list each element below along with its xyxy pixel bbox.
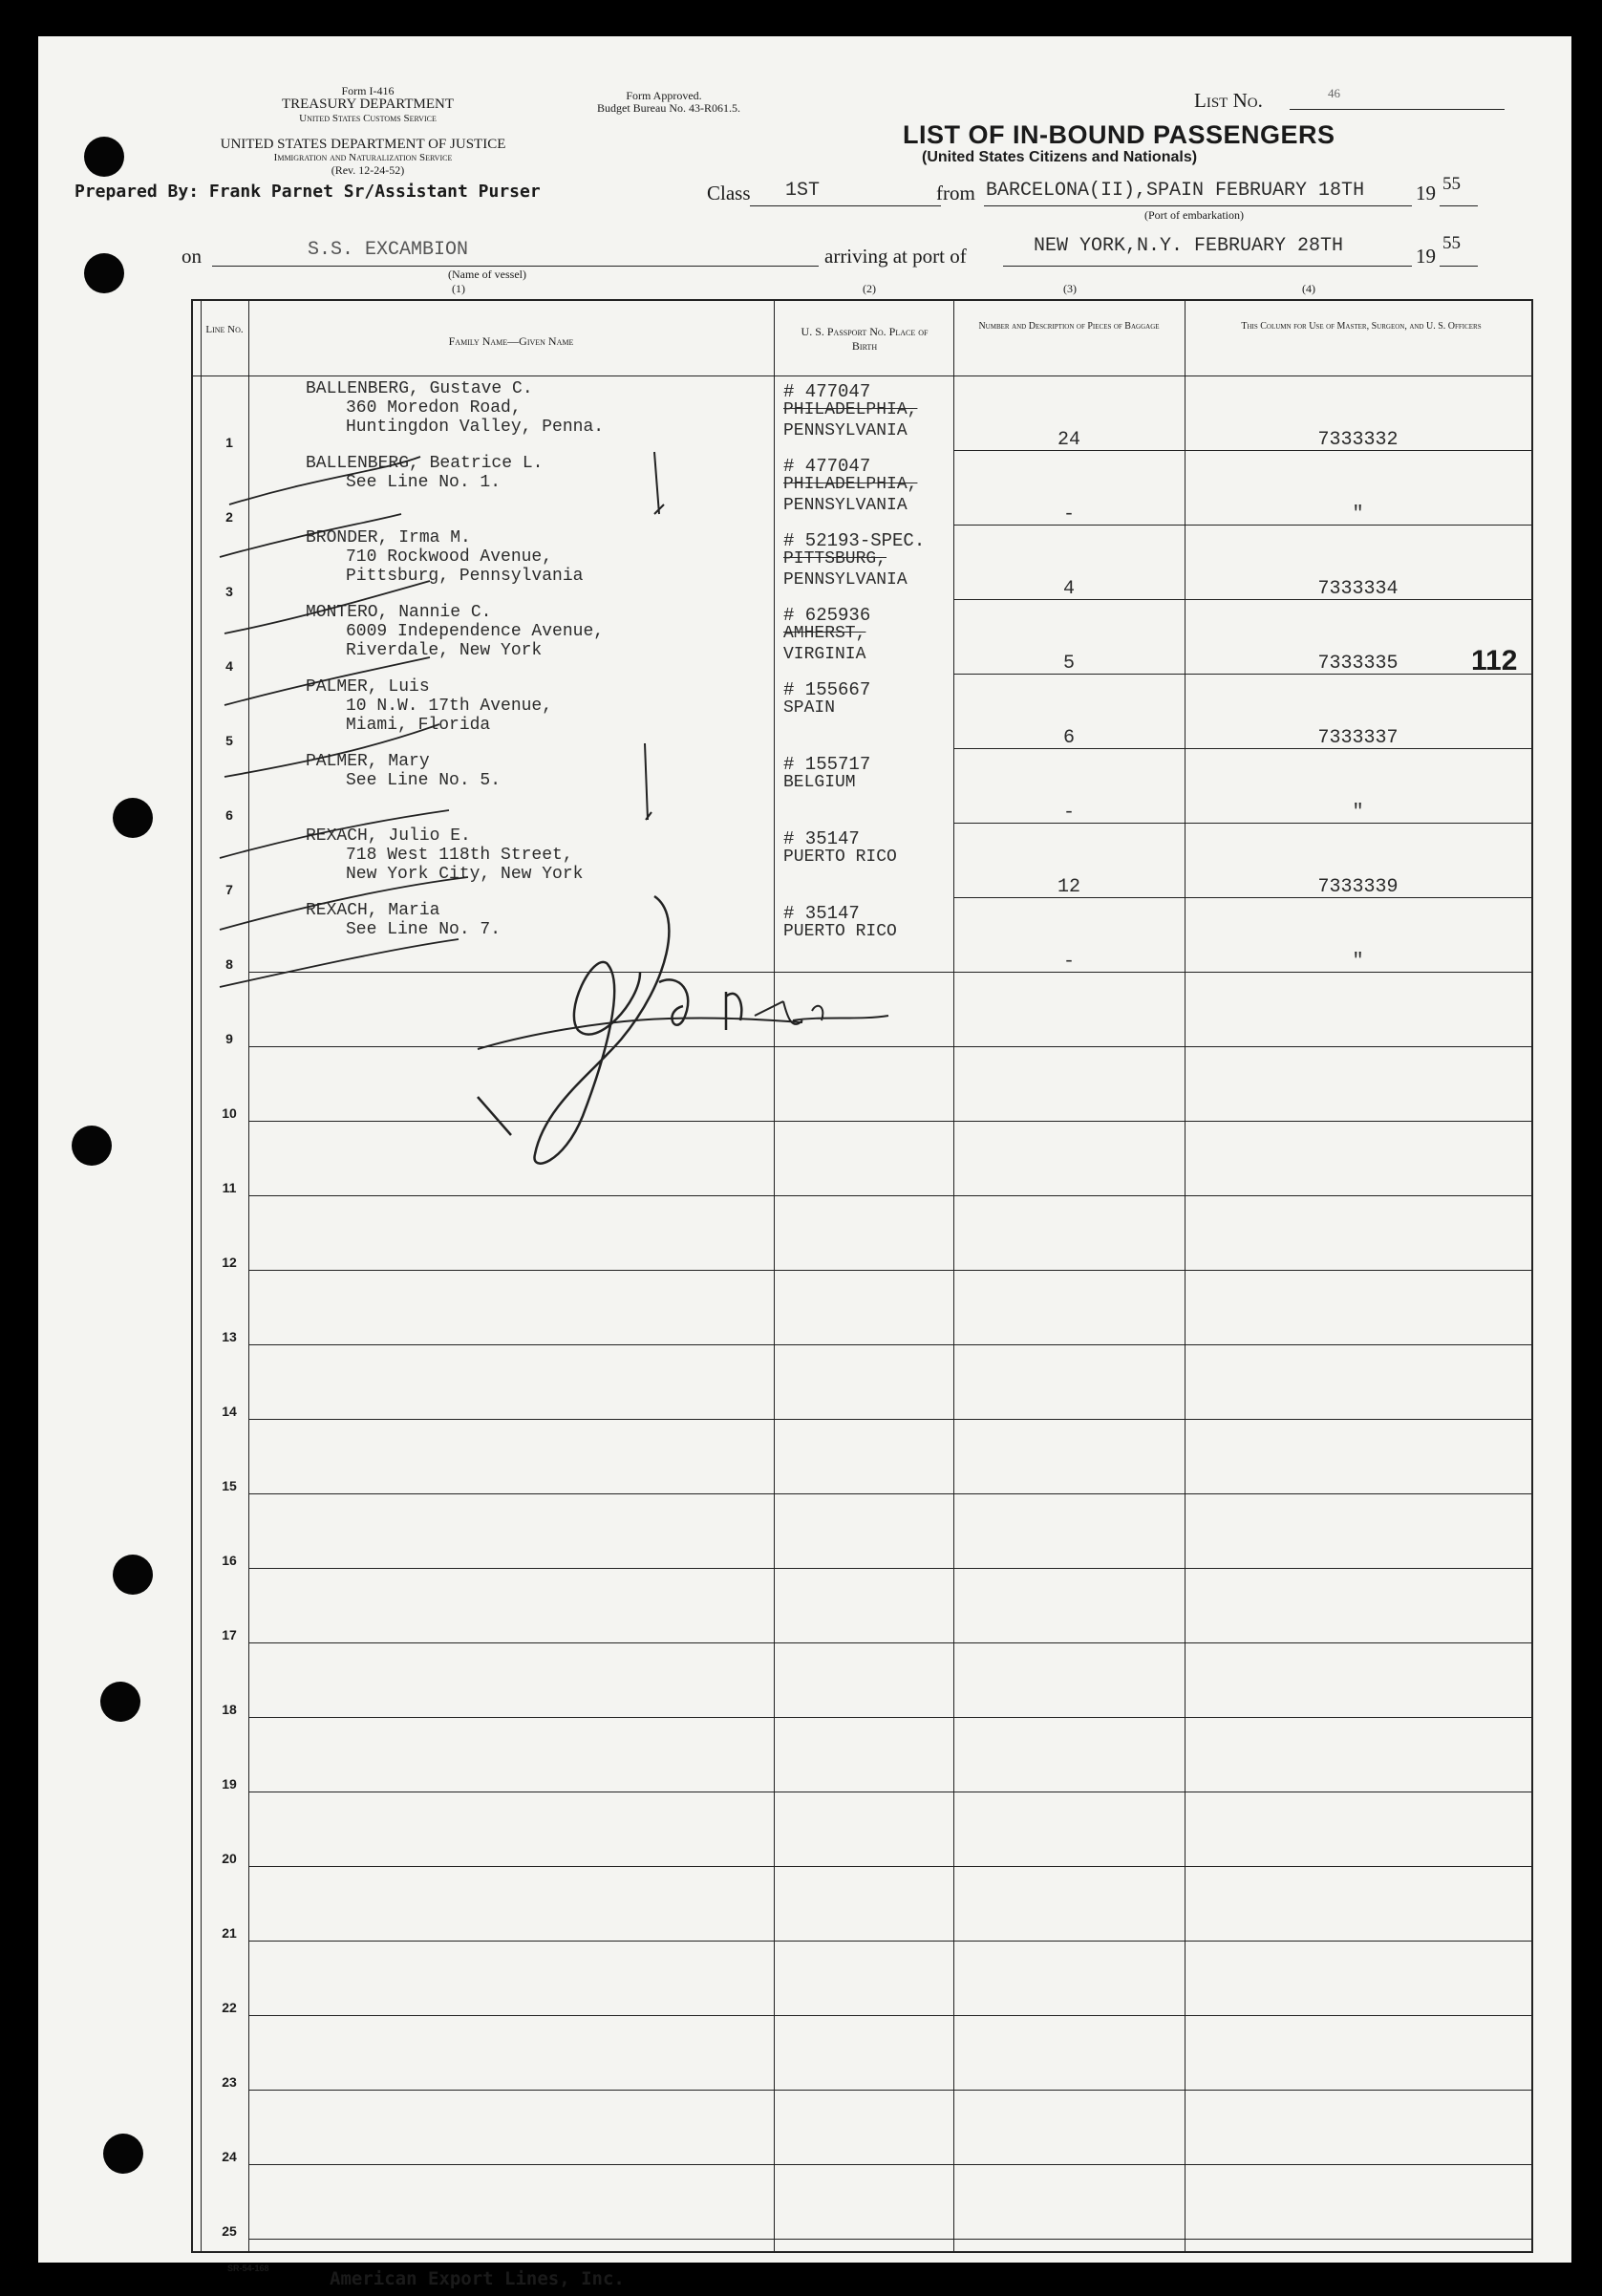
passport-number: # 477047: [783, 381, 871, 402]
treasury-department: TREASURY DEPARTMENT: [281, 97, 455, 112]
passenger-name: REXACH, Julio E.: [306, 826, 471, 846]
form-subtitle: (United States Citizens and Nationals): [922, 149, 1198, 165]
justice-department: UNITED STATES DEPARTMENT OF JUSTICE: [220, 137, 506, 152]
vessel-name: S.S. EXCAMBION: [308, 239, 469, 261]
struck-birthplace: AMHERST,: [783, 624, 866, 643]
passenger-address-line1: 10 N.W. 17th Avenue,: [346, 697, 553, 716]
row-rule: [248, 2239, 1531, 2240]
line-number: 17: [222, 1627, 237, 1642]
place-of-birth: SPAIN: [783, 698, 836, 718]
passenger-address-line1: See Line No. 5.: [346, 771, 502, 790]
line-number: 9: [225, 1031, 233, 1046]
col-header-passport: U. S. Passport No. Place of Birth: [801, 325, 929, 353]
officer-entry: ": [1352, 951, 1364, 973]
baggage-count: -: [1062, 951, 1075, 973]
year-1: 55: [1442, 174, 1461, 194]
col-header-officers: This Column for Use of Master, Surgeon, and U. S. Officers: [1241, 321, 1482, 332]
line-number: 2: [225, 509, 233, 525]
line-number: 19: [222, 1776, 237, 1792]
embarkation-port: BARCELONA(II),SPAIN FEBRUARY 18TH: [986, 180, 1365, 202]
line-number: 11: [222, 1180, 237, 1195]
officer-entry: 7333334: [1317, 578, 1399, 600]
officer-entry: 7333339: [1317, 876, 1399, 898]
line-number: 22: [222, 2000, 237, 2015]
punch-hole: [72, 1126, 112, 1166]
on-label: on: [182, 245, 202, 268]
row-rule: [248, 1568, 1531, 1569]
punch-hole: [84, 137, 124, 177]
passport-number: # 35147: [783, 828, 860, 849]
passenger-name: MONTERO, Nannie C.: [306, 603, 492, 622]
passenger-name: BRONDER, Irma M.: [306, 528, 471, 547]
row-rule: [248, 2164, 1531, 2165]
officer-entry: 7333332: [1317, 429, 1399, 451]
punch-hole: [113, 798, 153, 838]
passenger-address-line1: 360 Moredon Road,: [346, 398, 522, 418]
line-number: 18: [222, 1702, 237, 1717]
passenger-address-line2: Miami, Florida: [346, 716, 491, 735]
passenger-name: PALMER, Luis: [306, 677, 430, 697]
row-rule: [248, 1493, 1531, 1494]
line-number: 23: [222, 2074, 237, 2090]
passenger-address-line2: Pittsburg, Pennsylvania: [346, 567, 584, 586]
punch-hole: [113, 1555, 153, 1595]
row-rule: [248, 1866, 1531, 1867]
list-no-label: List No.: [1194, 89, 1263, 112]
line-number: 5: [225, 733, 233, 748]
form-code: SR-54-168: [227, 2264, 269, 2273]
list-no-value: 46: [1328, 86, 1340, 100]
arrival-port: NEW YORK,N.Y. FEBRUARY 28TH: [1034, 235, 1344, 257]
officer-entry: 7333335: [1317, 653, 1399, 675]
place-of-birth: PENNSYLVANIA: [783, 496, 908, 515]
customs-service: United States Customs Service: [299, 113, 437, 124]
form-approved: Form Approved.: [626, 89, 702, 102]
check-marks: [210, 399, 745, 1011]
place-of-birth: VIRGINIA: [783, 645, 866, 664]
baggage-count: -: [1062, 504, 1075, 526]
row-rule: [248, 2090, 1531, 2091]
vessel-caption: (Name of vessel): [448, 268, 526, 281]
passenger-address-line1: 710 Rockwood Avenue,: [346, 547, 553, 567]
passenger-address-line1: See Line No. 7.: [346, 920, 502, 939]
row-rule: [248, 2015, 1531, 2016]
col-header-baggage: Number and Description of Pieces of Baggage: [978, 321, 1160, 332]
col-num-2: (2): [863, 282, 876, 295]
place-of-birth: PENNSYLVANIA: [783, 570, 908, 590]
company-stamp: American Export Lines, Inc.: [330, 2268, 625, 2289]
baggage-count: -: [1062, 802, 1075, 824]
col-num-1: (1): [452, 282, 465, 295]
struck-birthplace: PHILADELPHIA,: [783, 400, 918, 419]
passport-number: # 52193-SPEC.: [783, 530, 926, 551]
place-of-birth: PUERTO RICO: [783, 922, 897, 941]
revision-date: (Rev. 12-24-52): [331, 163, 405, 177]
ins-caption: Immigration and Naturalization Service: [273, 152, 453, 163]
passenger-address-line2: Riverdale, New York: [346, 641, 543, 660]
form-title: LIST OF IN-BOUND PASSENGERS: [903, 120, 1335, 149]
passenger-name: PALMER, Mary: [306, 752, 430, 771]
row-rule: [248, 1195, 1531, 1196]
from-label: from: [936, 182, 975, 204]
year-2: 55: [1442, 233, 1461, 253]
punch-hole: [103, 2134, 143, 2174]
line-number: 4: [225, 658, 233, 674]
baggage-count: 4: [1062, 578, 1075, 600]
line-number: 15: [222, 1478, 237, 1493]
passenger-address-line2: Huntingdon Valley, Penna.: [346, 418, 605, 437]
baggage-count: 12: [1057, 876, 1080, 898]
line-number: 3: [225, 584, 233, 599]
passenger-address-line1: 718 West 118th Street,: [346, 846, 573, 865]
row-rule: [248, 1419, 1531, 1420]
col-header-line-no: Line No.: [205, 324, 244, 335]
passenger-name: BALLENBERG, Beatrice L.: [306, 454, 544, 473]
passport-number: # 477047: [783, 456, 871, 477]
struck-birthplace: PITTSBURG,: [783, 549, 887, 569]
baggage-count: 6: [1062, 727, 1075, 749]
officer-entry: ": [1352, 802, 1364, 824]
passenger-address-line1: See Line No. 1.: [346, 473, 502, 492]
baggage-count: 5: [1062, 653, 1075, 675]
punch-hole: [100, 1682, 140, 1722]
passenger-address-line2: New York City, New York: [346, 865, 584, 884]
col-num-3: (3): [1063, 282, 1077, 295]
struck-birthplace: PHILADELPHIA,: [783, 475, 918, 494]
line-number: 12: [222, 1255, 237, 1270]
line-number: 24: [222, 2149, 237, 2164]
line-number: 13: [222, 1329, 237, 1344]
passport-number: # 35147: [783, 903, 860, 924]
line-number: 10: [222, 1105, 237, 1121]
row-rule: [248, 1270, 1531, 1271]
row-rule: [248, 1941, 1531, 1942]
passenger-address-line1: 6009 Independence Avenue,: [346, 622, 605, 641]
officer-entry: ": [1352, 504, 1364, 526]
line-number: 6: [225, 807, 233, 823]
prepared-by: Prepared By: Frank Parnet Sr/Assistant Purser: [75, 182, 541, 202]
port-embarkation-caption: (Port of embarkation): [1144, 208, 1244, 222]
place-of-birth: BELGIUM: [783, 773, 856, 792]
baggage-count: 24: [1057, 429, 1080, 451]
budget-bureau: Budget Bureau No. 43-R061.5.: [597, 101, 740, 115]
class-label: Class: [707, 182, 751, 204]
passenger-name: REXACH, Maria: [306, 901, 440, 920]
margin-note: 112: [1471, 645, 1518, 676]
col-num-4: (4): [1302, 282, 1315, 295]
officer-entry: 7333337: [1317, 727, 1399, 749]
passenger-name: BALLENBERG, Gustave C.: [306, 379, 533, 398]
line-number: 1: [225, 435, 233, 450]
line-number: 21: [222, 1925, 237, 1941]
col-header-name: Family Name—Given Name: [448, 334, 574, 348]
row-rule: [248, 1344, 1531, 1345]
arriving-label: arriving at port of: [824, 245, 967, 268]
manifest-page: [38, 36, 1571, 2289]
passport-number: # 155667: [783, 679, 871, 700]
class-value: 1ST: [785, 180, 821, 202]
line-number: 7: [225, 882, 233, 897]
year-prefix-1: 19: [1416, 182, 1436, 204]
row-rule: [248, 1642, 1531, 1643]
line-number: 20: [222, 1851, 237, 1866]
line-number: 14: [222, 1404, 237, 1419]
year-prefix-2: 19: [1416, 245, 1436, 268]
line-number: 25: [222, 2223, 237, 2239]
place-of-birth: PENNSYLVANIA: [783, 421, 908, 440]
place-of-birth: PUERTO RICO: [783, 848, 897, 867]
row-rule: [248, 1717, 1531, 1718]
line-number: 16: [222, 1553, 237, 1568]
punch-hole: [84, 253, 124, 293]
line-number: 8: [225, 956, 233, 972]
passport-number: # 155717: [783, 754, 871, 775]
form-number: Form I-416: [341, 84, 395, 97]
passport-number: # 625936: [783, 605, 871, 626]
